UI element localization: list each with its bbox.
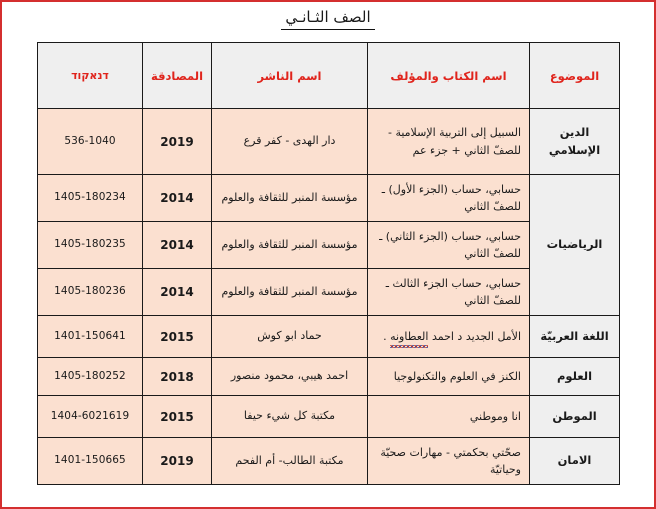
cell-barcode: 1405-180252 <box>38 358 143 396</box>
cell-book: الكنز في العلوم والتكنولوجيا <box>368 358 530 396</box>
cell-subject: الموطن <box>530 396 620 438</box>
cell-publisher: مؤسسة المنبر للثقافة والعلوم <box>212 269 368 316</box>
cell-approval-year: 2015 <box>143 396 212 438</box>
subject-line-2: الإسلامي <box>548 142 601 157</box>
table-row <box>38 396 620 438</box>
books-table <box>37 42 620 485</box>
table-row <box>38 175 620 222</box>
cell-barcode: 536-1040 <box>38 109 143 175</box>
cell-subject: اللغة العربيّة <box>530 316 620 358</box>
cell-book: انا وموطني <box>368 396 530 438</box>
header-row <box>38 43 620 109</box>
cell-subject: الرياضيات <box>530 175 620 316</box>
cell-barcode: 1405-180235 <box>38 222 143 269</box>
cell-barcode: 1404-6021619 <box>38 396 143 438</box>
column-header-barcode: דנאקוד <box>38 43 143 109</box>
cell-book: حسابي، حساب (الجزء الثاني) ـ للصفّ الثاني <box>368 222 530 269</box>
spellcheck-underlined-word: العطاونه <box>390 328 428 345</box>
cell-approval-year: 2015 <box>143 316 212 358</box>
cell-publisher: مكتبة كل شيء حيفا <box>212 396 368 438</box>
cell-barcode: 1405-180234 <box>38 175 143 222</box>
cell-approval-year: 2019 <box>143 438 212 485</box>
cell-publisher: مؤسسة المنبر للثقافة والعلوم <box>212 222 368 269</box>
cell-book: صحّتي بحكمتي - مهارات صحيّة وحياتيّة <box>368 438 530 485</box>
cell-approval-year: 2019 <box>143 109 212 175</box>
page-title <box>0 0 656 30</box>
table-body <box>38 109 620 485</box>
cell-barcode: 1401-150665 <box>38 438 143 485</box>
page-title-text: الصف الثـانـي <box>281 8 374 30</box>
table-row <box>38 109 620 175</box>
cell-publisher: دار الهدى - كفر قرع <box>212 109 368 175</box>
column-header-subject: الموضوع <box>530 43 620 109</box>
cell-approval-year: 2014 <box>143 269 212 316</box>
cell-barcode: 1401-150641 <box>38 316 143 358</box>
table-row <box>38 358 620 396</box>
cell-book: السبيل إلى التربية الإسلامية - للصفّ الثاني + جزء عم <box>368 109 530 175</box>
book-text-prefix: الأمل الجديد د احمد <box>428 329 521 343</box>
column-header-publisher: اسم الناشر <box>212 43 368 109</box>
cell-approval-year: 2014 <box>143 222 212 269</box>
cell-publisher: مؤسسة المنبر للثقافة والعلوم <box>212 175 368 222</box>
cell-book <box>368 316 530 358</box>
table-row <box>38 438 620 485</box>
cell-barcode: 1405-180236 <box>38 269 143 316</box>
cell-book: حسابي، حساب (الجزء الأول) ـ للصفّ الثاني <box>368 175 530 222</box>
cell-subject: العلوم <box>530 358 620 396</box>
cell-subject: الامان <box>530 438 620 485</box>
table-row <box>38 316 620 358</box>
subject-line-1: الدين <box>559 124 590 139</box>
cell-publisher: احمد هيبي، محمود منصور <box>212 358 368 396</box>
column-header-book-and-author: اسم الكتاب والمؤلف <box>368 43 530 109</box>
books-table-container <box>38 42 620 485</box>
cell-approval-year: 2018 <box>143 358 212 396</box>
cell-book: حسابي، حساب الجزء الثالث ـ للصفّ الثاني <box>368 269 530 316</box>
cell-approval-year: 2014 <box>143 175 212 222</box>
column-header-approval: المصادقة <box>143 43 212 109</box>
cell-subject <box>530 109 620 175</box>
book-text-suffix: . <box>383 329 391 343</box>
cell-publisher: حماد ابو كوش <box>212 316 368 358</box>
table-header <box>38 43 620 109</box>
cell-publisher: مكتبة الطالب- أم الفحم <box>212 438 368 485</box>
